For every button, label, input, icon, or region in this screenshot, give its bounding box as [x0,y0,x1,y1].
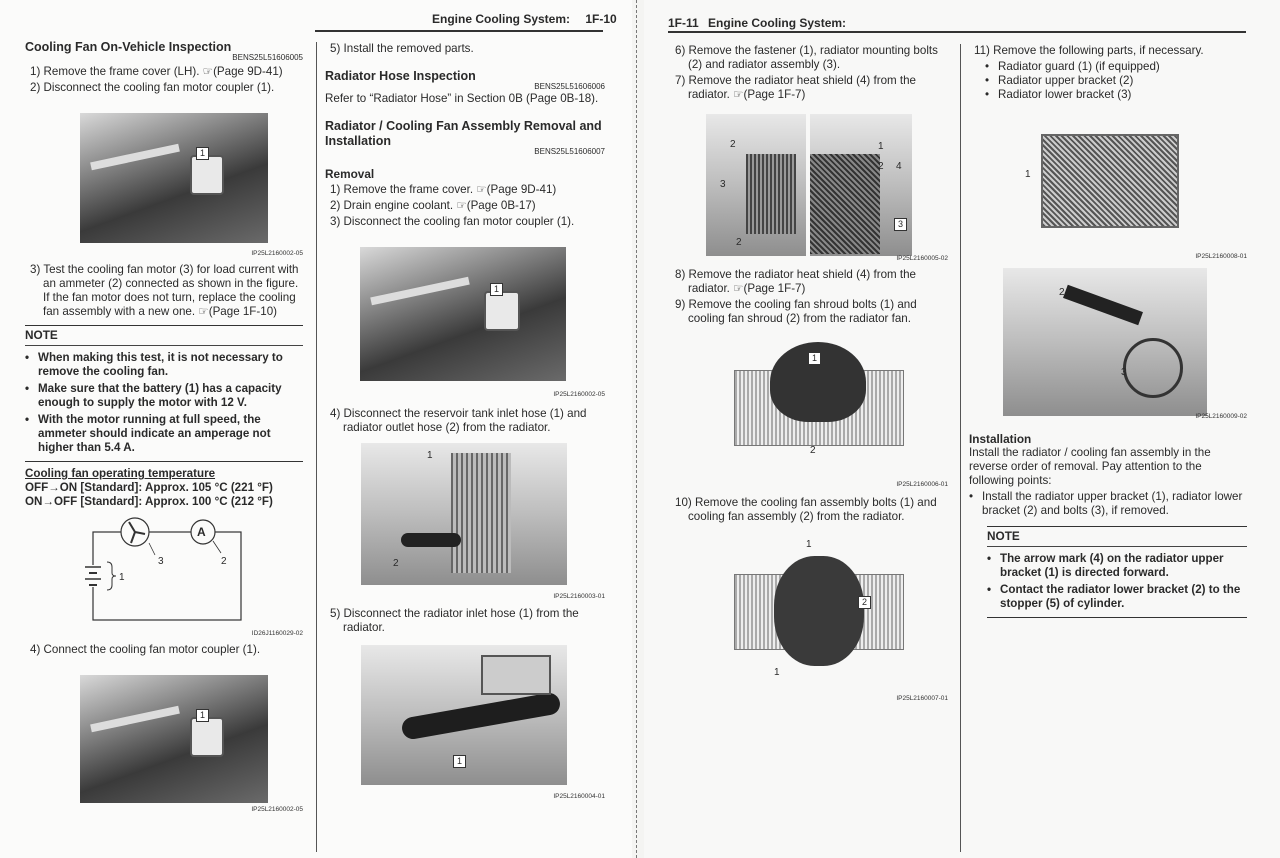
figure-caption: IP25L2160006-01 [896,481,948,488]
figure-coupler [25,105,303,255]
callout-1: 1 [196,709,209,722]
temperature-title: Cooling fan operating temperature [25,467,216,480]
figure-hoses [325,443,605,600]
header-title: Engine Cooling System: [708,16,847,30]
figure-coupler-2 [25,665,303,811]
label: 2 [878,161,884,172]
section-code: BENS25L51606005 [232,53,303,62]
label: 1 [878,141,884,152]
figure-radiator-guard [969,120,1247,266]
label-1: 1 [427,450,433,461]
figure-caption: IP25L2160005-02 [896,255,948,262]
label-2: 2 [393,558,399,569]
callout-1: 1 [808,352,821,365]
right-page [644,0,1280,858]
header-rule [315,30,603,32]
note-title: NOTE [25,326,303,346]
parts-list [985,60,1249,102]
callout: 3 [894,218,907,231]
step-8: 8) Remove the radiator heat shield (4) from the radiator. ☞(Page 1F-7) [675,268,917,295]
figure-brackets [969,268,1247,428]
note-item: • Contact the radiator lower bracket (2) to the stopper (5) of cylinder. [987,583,1247,611]
installation-title: Installation [969,432,1032,446]
label-3: 3 [1121,367,1127,378]
figure-caption: IP25L2160002-05 [553,391,605,398]
circuit-diagram [25,517,303,637]
removal-step-4: 4) Disconnect the reservoir tank inlet hose (1) and radiator outlet hose (2) from the radiator. [330,407,587,434]
right-column-1 [670,42,950,702]
label-1-bottom: 1 [774,667,780,678]
note-item: • Make sure that the battery (1) has a capacity enough to supply the motor with 12 V. [25,382,303,410]
label: 4 [896,161,902,172]
part-item: • Radiator lower bracket (3) [985,88,1249,102]
label-fan-motor: 3 [158,556,164,567]
figure-radiator-mount [670,110,950,262]
callout-1: 1 [453,755,466,768]
figure-caption: IP25L2160007-01 [896,695,948,702]
step-5: 5) Install the removed parts. [330,42,474,55]
figure-inlet-hose [325,645,605,800]
step-1: 1) Remove the frame cover (LH). ☞(Page 9D-41) [30,65,283,78]
hose-code: BENS25L51606006 [534,82,605,91]
header-page-number: 1F-10 [585,12,617,26]
header-page-number: 1F-11 [668,16,699,30]
note-item: • When making this test, it is not necessary to remove the cooling fan. [25,351,303,379]
column-divider [316,42,317,852]
page-header-right [668,16,846,30]
removal-step-2: 2) Drain engine coolant. ☞(Page 0B-17) [330,199,536,212]
step-3: 3) Test the cooling fan motor (3) for load current with an ammeter (2) connected as shown in the figure. [30,263,299,290]
figure-caption: IP25L2160008-01 [1195,253,1247,260]
radiator-right-photo [810,114,912,256]
label: 2 [736,237,742,248]
radiator-guard-drawing [1041,134,1179,228]
left-column-2 [325,40,605,800]
left-column-1 [25,40,303,811]
hose-text: Refer to “Radiator Hose” in Section 0B (Page 0B-18). [325,92,599,105]
label-ammeter: 2 [221,556,227,567]
hoses-photo [361,443,567,585]
part-item: • Radiator upper bracket (2) [985,74,1249,88]
radiator-left-photo [706,114,806,256]
assembly-code: BENS25L51606007 [534,147,605,156]
figure-fan-assembly [670,534,950,702]
part-item: • Radiator guard (1) (if equipped) [985,60,1249,74]
label-1: 1 [806,539,812,550]
removal-title: Removal [325,167,375,181]
label: 2 [730,139,736,150]
ammeter-symbol: A [197,525,206,539]
note-item: • With the motor running at full speed, the ammeter should indicate an amperage not higher than 5.4 A. [25,413,303,455]
step-3-note: If the fan motor does not turn, replace the cooling fan assembly with a new one. ☞(Page 1F-10) [43,291,296,318]
note-box [25,325,303,462]
right-column-2 [969,42,1249,618]
figure-caption: IP25L2160009-02 [1195,413,1247,420]
callout-2: 2 [858,596,871,609]
step-6: 6) Remove the fastener (1), radiator mounting bolts (2) and radiator assembly (3). [675,44,938,71]
removal-step-3: 3) Disconnect the cooling fan motor coupler (1). [330,215,575,228]
step-7: 7) Remove the radiator heat shield (4) from the radiator. ☞(Page 1F-7) [675,74,917,101]
removal-step-1: 1) Remove the frame cover. ☞(Page 9D-41) [330,183,557,196]
inlet-hose-photo [361,645,567,785]
note-box [987,526,1247,618]
coupler-photo [360,247,566,381]
temperature-off: ON→OFF [Standard]: Approx. 100 °C (212 °F) [25,495,273,508]
callout-1: 1 [196,147,209,160]
step-11: 11) Remove the following parts, if necessary. [974,44,1204,57]
step-2: 2) Disconnect the cooling fan motor coupler (1). [30,81,275,94]
note-title: NOTE [987,527,1247,547]
figure-fan-shroud [670,336,950,488]
label-2: 2 [810,445,816,456]
installation-item: • Install the radiator upper bracket (1), radiator lower bracket (2) and bolts (3), if removed. [969,490,1249,518]
fan-assembly [774,556,864,666]
coupler-photo [80,675,268,803]
figure-caption: IP25L2160004-01 [553,793,605,800]
coupler-photo [80,113,268,243]
figure-caption: ID26J1160029-02 [251,630,303,637]
left-page [0,0,632,858]
label-2: 2 [1059,287,1065,298]
figure-coupler-3 [325,243,605,398]
removal-step-5: 5) Disconnect the radiator inlet hose (1) from the radiator. [330,607,579,634]
label-battery: 1 [119,572,125,583]
step-9: 9) Remove the cooling fan shroud bolts (1) and cooling fan shroud (2) from the radiator fan. [675,298,917,325]
callout-1: 1 [490,283,503,296]
section-title: Cooling Fan On-Vehicle Inspection [25,40,232,54]
column-divider [960,44,961,852]
header-title: Engine Cooling System: [432,12,571,26]
header-rule [668,31,1246,33]
label-1: 1 [1025,169,1031,180]
assembly-title: Radiator / Cooling Fan Assembly Removal and Installation [325,119,602,148]
installation-text: Install the radiator / cooling fan assembly in the reverse order of removal. Pay attention to the following points: [969,446,1211,487]
circuit-svg [25,517,303,637]
label: 3 [720,179,726,190]
page-header-left [432,12,617,26]
note-item: • The arrow mark (4) on the radiator upper bracket (1) is directed forward. [987,552,1247,580]
step-4: 4) Connect the cooling fan motor coupler (1). [30,643,261,656]
temperature-on: OFF→ON [Standard]: Approx. 105 °C (221 °F) [25,481,273,494]
installation-list [969,490,1249,518]
figure-caption: IP25L2160003-01 [553,593,605,600]
figure-caption: IP25L2160002-05 [251,250,303,257]
page-gutter [636,0,638,858]
figure-caption: IP25L2160002-05 [251,806,303,813]
step-10: 10) Remove the cooling fan assembly bolts (1) and cooling fan assembly (2) from the radiator. [675,496,937,523]
hose-title: Radiator Hose Inspection [325,69,476,83]
brackets-photo [1003,268,1207,416]
